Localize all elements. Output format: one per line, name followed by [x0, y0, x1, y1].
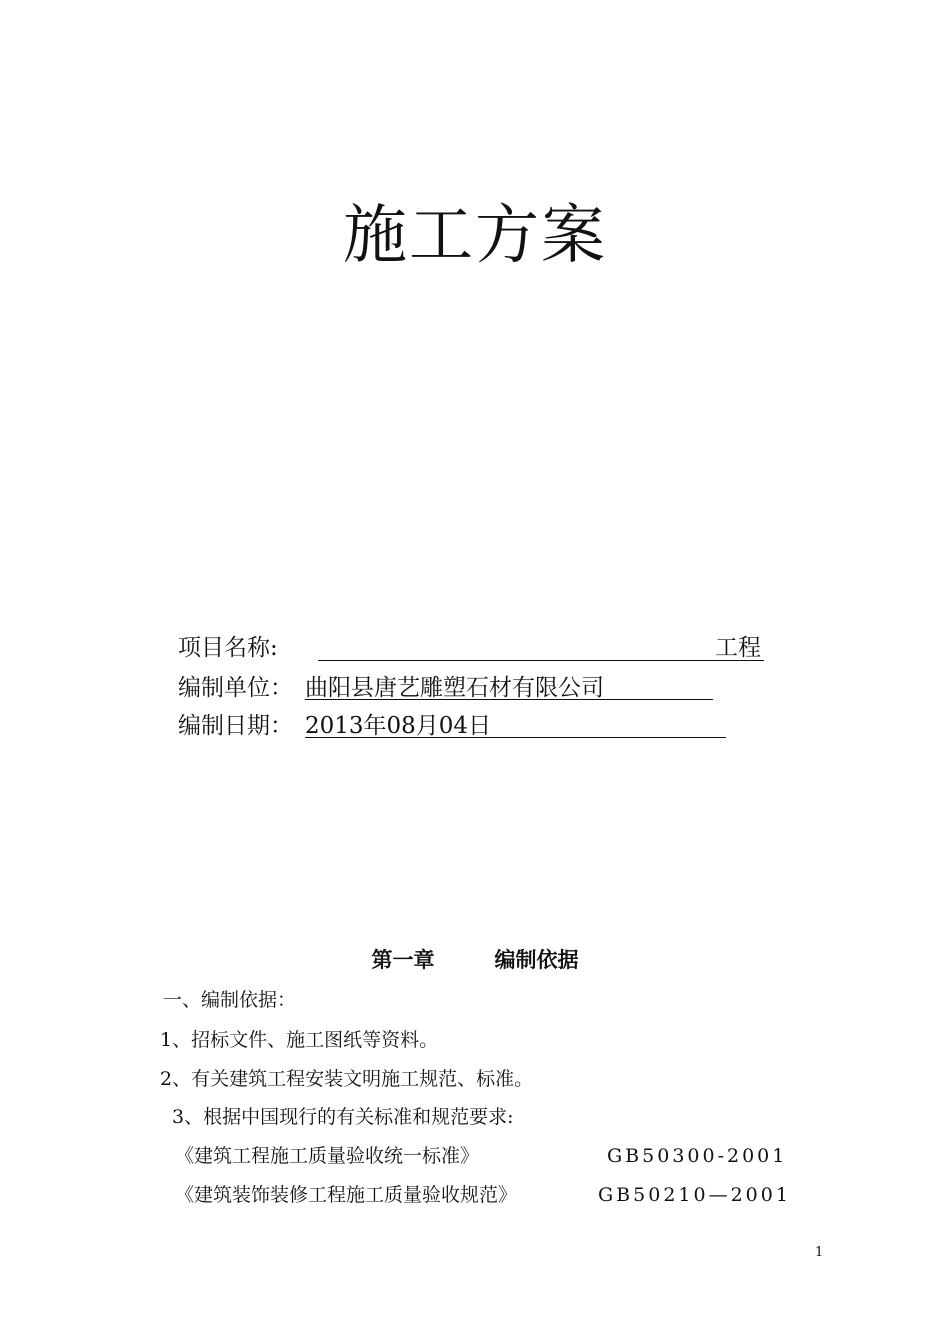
project-name-row — [178, 632, 278, 664]
compile-date-underline — [305, 737, 726, 738]
compile-unit-value: 曲阳县唐艺雕塑石材有限公司 — [305, 675, 604, 701]
compile-unit-underline — [305, 699, 713, 700]
project-name-suffix: 工程 — [715, 635, 761, 661]
standard-name-2: 《建筑装饰装修工程施工质量验收规范》 — [175, 1184, 518, 1206]
page-number: 1 — [815, 1245, 824, 1260]
document-title: 施工方案 — [343, 199, 607, 273]
basis-item-2: 2、有关建筑工程安装文明施工规范、标准。 — [160, 1068, 534, 1090]
compile-unit-label: 编制单位： — [178, 675, 293, 701]
compile-date-label: 编制日期： — [178, 713, 293, 739]
chapter-heading — [0, 944, 950, 976]
project-name-underline — [318, 660, 764, 661]
standard-name-1: 《建筑工程施工质量验收统一标准》 — [175, 1145, 480, 1167]
chapter-name: 编制依据 — [494, 948, 579, 972]
basis-item-3: 3、根据中国现行的有关标准和规范要求: — [172, 1106, 514, 1128]
project-name-label: 项目名称: — [178, 635, 278, 661]
compile-date-value: 2013年08月04日 — [305, 713, 492, 739]
compile-date-row — [178, 710, 293, 742]
compile-unit-row — [178, 672, 293, 704]
basis-item-1: 1、招标文件、施工图纸等资料。 — [160, 1029, 439, 1051]
standard-code-2: GB50210—2001 — [598, 1184, 791, 1206]
chapter-number: 第一章 — [371, 948, 435, 972]
section-heading: 一、编制依据： — [163, 989, 297, 1011]
standard-code-1: GB50300-2001 — [607, 1145, 788, 1167]
